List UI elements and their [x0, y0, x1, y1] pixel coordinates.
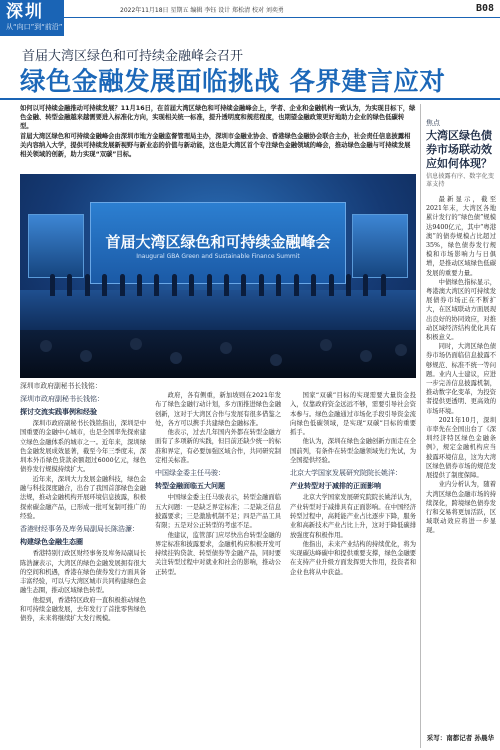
section-kicker: 香港财经事务及库务局副局长陈浩濂： [20, 525, 139, 534]
body-paragraph: 政府，各有侧重，新加坡则在2021年发布了绿色金融行动计划，多方面推进绿色金融创新，这对于大湾区合作与发展有很多借鉴之处，各方可以携手共建绿色金融标准。 [155, 392, 281, 427]
audience [20, 330, 416, 378]
headline-rule [0, 98, 500, 100]
body-paragraph: 他指出，未来产业结构的持续优化，将为实现碳达峰碳中和提供重要支撑，绿色金融要在支持产业升级方面发挥更大作用，投资者和企业也将从中获益。 [290, 540, 416, 576]
body-paragraph: 国家“双碳”目标的实现需要大量资金投入，仅靠政府资金远远不够，需要引导社会资本参与。绿色金融通过市场化手段引导资金流向绿色低碳领域，是实现“双碳”目标的重要抓手。 [290, 392, 416, 437]
article-column-1 [20, 391, 146, 747]
sidebar-article [426, 118, 496, 746]
sidebar-credit: 采写：南都记者 孙晨华 [426, 734, 494, 742]
stage-screen [90, 202, 346, 284]
body-paragraph: 中国绿金委主任马骏表示，转型金融面临五大问题：一是缺乏界定标准；二是缺乏信息披露要求；三是激励机制不足；四是产品工具有限；五是对公正转型的考虑不足。 [155, 494, 281, 530]
sidebar-kicker: 焦点 [426, 119, 440, 127]
body-paragraph: 北京大学国家发展研究院院长姚洋认为，产业转型对于减排具有正面影响。在中国经济转型过程中，高耗能产业占比逐步下降，服务业和高新技术产业占比上升，这对于降低碳排放强度有积极作用。 [290, 494, 416, 539]
page-number: B08 [475, 3, 494, 14]
header-rule [64, 17, 500, 18]
side-screen-right [352, 214, 408, 278]
section-kicker: 深圳市政府副秘书长钱铭： [20, 395, 104, 403]
photo-caption: 深圳市政府副秘书长钱铭： [20, 382, 102, 390]
sidebar-divider [420, 104, 421, 748]
body-paragraph: 近年来，深圳大力发展金融科技，绿色金融与科技深度融合，出台了我国首部绿色金融法规，推动金融机构开展环境信息披露，积极探索碳金融产品，已形成一批可复制可推广的经验。 [20, 475, 146, 520]
lead-paragraph: 首届大湾区绿色和可持续金融峰会由深圳市地方金融监督管理局主办，深圳市金融业协会、香港绿色金融协会联合主办，社会责任信息披露相关内容纳入大学，提供可持续发展新视野与新业态的价值与新动能，这也是大湾区首个专注绿色金融领域的峰会，推动绿色金融与可持续发展相关领域的创新，助力实现“双碳”目标。 [20, 133, 411, 158]
summit-photo [20, 174, 416, 378]
section-name: 深圳 [6, 2, 44, 22]
sidebar-body [426, 195, 496, 750]
screen-subtitle: Inaugural GBA Green and Sustainable Finance Summit [136, 253, 300, 260]
screen-title: 首届大湾区绿色和可持续金融峰会 [105, 233, 331, 251]
lead-paragraph: 如何以可持续金融推动可持续发展？11月16日，在首届大湾区绿色和可持续金融峰会上，学者、企业和金融机构一致认为，为实现目标下，绿色金融、转型金融越来越需要进入标准化方向，实现相关统一标准，提升透明度和规范程度，也期望金融政策更好地助力企业的绿色低碳转型。 [20, 105, 416, 130]
article-column-2 [155, 391, 281, 747]
section-title: 构建绿色金融生态圈 [20, 538, 83, 547]
article-lead [20, 104, 416, 159]
section-kicker: 北京大学国家发展研究院院长姚洋： [290, 469, 402, 478]
section-tagline: 从“向口”到“前沿” [6, 23, 63, 31]
section-title: 产业转型对于减排的正面影响 [290, 482, 381, 491]
section-kicker: 中国绿金委主任马骏： [155, 469, 225, 478]
article-column-3 [290, 391, 416, 747]
section-logo [0, 0, 64, 36]
body-paragraph: 他表示，过去几年国内外都在转型金融方面有了多项新的实践，但目前还缺少统一的标准和界定，有必要加强区域合作，共同研究制定相关标准。 [155, 429, 281, 465]
sidebar-paragraph: 2021年10月，深圳市率先在全国出台了《深圳经济特区绿色金融条例》，规定金融机构应当披露环境信息，这为大湾区绿色债券市场的规范发展提供了制度保障。 [426, 416, 496, 480]
sidebar-paragraph: 中债绿色指标显示，粤港澳大湾区的可持续发展债券市场正在不断扩大，在区域联动方面展现出良好的协同效应，对推动区域经济结构优化具有积极意义。 [426, 278, 496, 342]
stage-guests [50, 274, 386, 304]
section-title: 探讨交流实践事例和经验 [20, 408, 97, 416]
sidebar-paragraph: 业内分析认为，随着大湾区绿色金融市场的持续深化，跨境绿色债券发行和交易将更加活跃，区域联动效应将进一步显现。 [426, 481, 496, 535]
article-subhead: 首届大湾区绿色和可持续金融峰会召开 [22, 49, 244, 64]
article-headline: 绿色金融发展面临挑战 各界建言应对 [20, 67, 446, 97]
body-paragraph: 深圳市政府副秘书长钱铭指出，深圳是中国重要的金融中心城市，也是全国率先探索建立绿色金融体系的城市之一。近年来，深圳绿色金融发展成效显著，截至今年三季度末，深圳本外币绿色贷款余额超过6000亿元，绿色债券发行规模持续扩大。 [20, 420, 146, 474]
sidebar-subtitle: 信息披露有序、数字化变革支持 [426, 173, 495, 188]
body-paragraph: 他认为，深圳在绿色金融创新方面走在全国前列，有条件在转型金融领域先行先试，为全国提供经验。 [290, 438, 416, 465]
body-paragraph: 他提到，香港特区政府一直积极推动绿色和可持续金融发展，去年发行了首批零售绿色债券，未来将继续扩大发行规模。 [20, 596, 146, 623]
sidebar-paragraph: 同时，大湾区绿色债券市场仍面临信息披露不够规范、标准不统一等问题。业内人士建议，应进一步完善信息披露机制，推动数字化变革，为投资者提供更透明、更高效的市场环境。 [426, 343, 496, 415]
sidebar-paragraph: 最新显示，截至2021年末，大湾区各地累计发行的“绿色债”规模达9400亿元，其中“粤港澳”的债券规模占比超过35%，绿色债券发行规模和市场影响力与日俱增，是推动区域绿色低碳发展的重要力量。 [426, 196, 496, 277]
body-paragraph: 香港特别行政区财经事务及库务局副局长陈浩濂表示，大湾区的绿色金融发展拥有很大的空间和机遇，香港在绿色债券发行方面具备丰富经验，可以与大湾区城市共同构建绿色金融生态圈，推动区域绿色转型。 [20, 550, 146, 595]
section-title: 转型金融面临五大问题 [155, 482, 225, 491]
sidebar-title: 大湾区绿色债券市场联动效应如何体现？ [426, 129, 492, 170]
body-paragraph: 他建议，监管部门应尽快出台转型金融的界定标准和披露要求，金融机构应积极开发可持续挂钩贷款、转型债券等金融产品，同时要关注转型过程中对就业和社会的影响，推动公正转型。 [155, 531, 281, 576]
masthead [0, 0, 500, 36]
issue-line: 2022年11月18日 星期五 编辑 李钰 设计 郑松清 校对 刘奕勇 [120, 7, 284, 14]
side-screen-left [28, 214, 84, 278]
